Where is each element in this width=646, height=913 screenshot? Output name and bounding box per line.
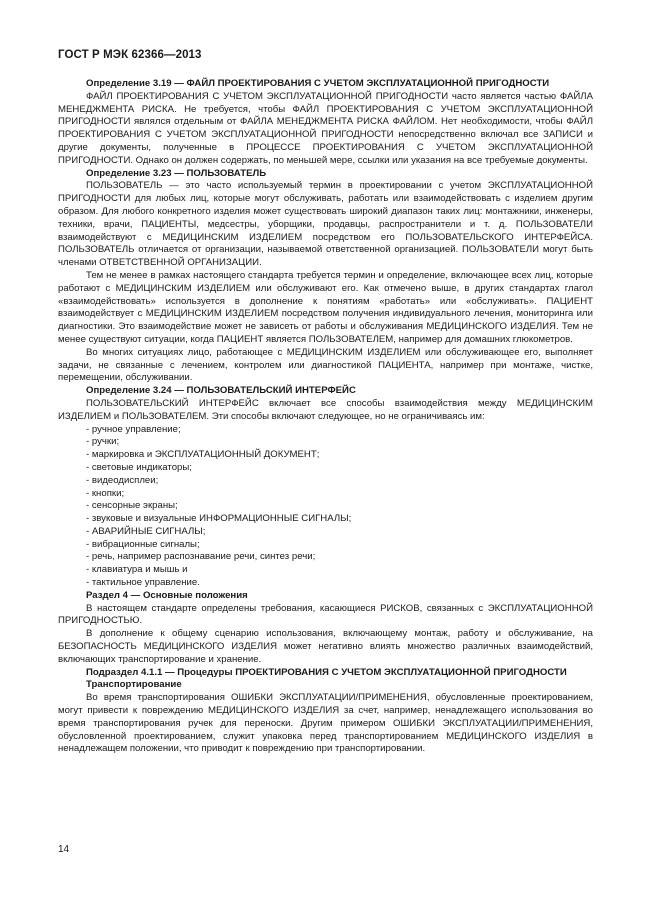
list-item: - речь, например распознавание речи, синтез речи;: [86, 551, 316, 563]
page-number: 14: [58, 844, 70, 855]
section-heading: Определение 3.24 — ПОЛЬЗОВАТЕЛЬСКИЙ ИНТЕРФЕЙС: [86, 385, 356, 397]
bullet-list: [58, 424, 593, 590]
list-item: - клавиатура и мышь и: [86, 564, 188, 576]
paragraph: ФАЙЛ ПРОЕКТИРОВАНИЯ С УЧЕТОМ ЭКСПЛУАТАЦИОННОЙ ПРИГОДНОСТИ часто является частью ФАЙЛА МЕНЕДЖМЕНТА РИСКА. Не требуется, чтобы ФАЙЛ ПРОЕКТИРОВАНИЯ С УЧЕТОМ ЭКСПЛУАТАЦИОННОЙ ПРИГОДНОСТИ являлся отдельным от ФАЙЛА МЕНЕДЖМЕНТА РИСКА ФАЙЛОМ. Нет необходимости, чтобы ФАЙЛ ПРОЕКТИРОВАНИЯ С УЧЕТОМ ЭКСПЛУАТАЦИОННОЙ ПРИГОДНОСТИ непосредственно включал все ЗАПИСИ и другие документы, полученные в ПРОЦЕССЕ ПРОЕКТИРОВАНИЯ С УЧЕТОМ ЭКСПЛУАТАЦИОННОЙ ПРИГОДНОСТИ. Однако он должен содержать, по меньшей мере, ссылки или указания на все требуемые документы.: [58, 90, 593, 166]
paragraph: В настоящем стандарте определены требования, касающиеся РИСКОВ, связанных с ЭКСПЛУАТАЦИОННОЙ ПРИГОДНОСТЬЮ.: [58, 602, 593, 627]
paragraph: Во многих ситуациях лицо, работающее с МЕДИЦИНСКИМ ИЗДЕЛИЕМ или обслуживающее его, выполняет задачи, не связанные с лечением, контролем или диагностикой ПАЦИЕНТА, например при монтаже, чистке, перемещении, обслуживании.: [58, 346, 593, 384]
list-item: - маркировка и ЭКСПЛУАТАЦИОННЫЙ ДОКУМЕНТ;: [86, 449, 320, 461]
list-item: - АВАРИЙНЫЕ СИГНАЛЫ;: [86, 525, 206, 537]
section-heading: Раздел 4 — Основные положения: [86, 589, 248, 601]
section-heading: Определение 3.19 — ФАЙЛ ПРОЕКТИРОВАНИЯ С УЧЕТОМ ЭКСПЛУАТАЦИОННОЙ ПРИГОДНОСТИ: [86, 78, 550, 89]
list-item: - вибрационные сигналы;: [86, 538, 200, 550]
list-item: - ручки;: [86, 436, 120, 448]
list-item: - световые индикаторы;: [86, 461, 192, 473]
list-item: - звуковые и визуальные ИНФОРМАЦИОННЫЕ СИГНАЛЫ;: [86, 513, 352, 525]
paragraph: В дополнение к общему сценарию использования, включающему монтаж, работу и обслуживание, на БЕЗОПАСНОСТЬ МЕДИЦИНСКОГО ИЗДЕЛИЯ может негативно влиять множество различных взаимодействий, включающих транспортирование и хранение.: [58, 628, 593, 665]
list-item: - тактильное управление.: [86, 577, 200, 589]
list-item: - ручное управление;: [86, 423, 181, 435]
section-heading: Транспортирование: [86, 679, 182, 691]
section-heading: Определение 3.23 — ПОЛЬЗОВАТЕЛЬ: [86, 167, 267, 179]
list-item: - кнопки;: [86, 487, 125, 499]
list-item: - видеодисплеи;: [86, 474, 159, 486]
list-item: - сенсорные экраны;: [86, 500, 178, 512]
document-header: ГОСТ Р МЭК 62366—2013: [58, 49, 202, 61]
section-heading: Подраздел 4.1.1 — Процедуры ПРОЕКТИРОВАНИЯ С УЧЕТОМ ЭКСПЛУАТАЦИОННОЙ ПРИГОДНОСТИ: [86, 666, 567, 678]
paragraph: Тем не менее в рамках настоящего стандарта требуется термин и определение, включающее всех лиц, которые работают с МЕДИЦИНСКИМ ИЗДЕЛИЕМ или обслуживают его. Как отмечено выше, в других стандартах глагол «взаимодействовать» используется в дополнение к понятиям «работать» или «обслуживать». ПАЦИЕНТ взаимодействует с МЕДИЦИНСКИМ ИЗДЕЛИЕМ посредством получения индивидуального лечения, мониторинга или диагностики. Это взаимодействие может не зависеть от работы и обслуживания МЕДИЦИНСКОГО ИЗДЕЛИЯ. Тем не менее существуют ситуации, когда ПАЦИЕНТ является ПОЛЬЗОВАТЕЛЕМ, например для домашних глюкометров.: [58, 269, 593, 345]
paragraph: ПОЛЬЗОВАТЕЛЬ — это часто используемый термин в проектировании с учетом ЭКСПЛУАТАЦИОННОЙ ПРИГОДНОСТИ для любых лиц, которые могут обслуживать, работать или взаимодействовать с изделием другим образом. Для любого конкретного изделия может существовать широкий диапазон таких лиц: монтажники, инженеры, техники, врачи, ПАЦИЕНТЫ, медсестры, уборщики, продавцы, распространители и т. д. ПОЛЬЗОВАТЕЛИ взаимодействуют с МЕДИЦИНСКИМ ИЗДЕЛИЕМ посредством его ПОЛЬЗОВАТЕЛЬСКОГО ИНТЕРФЕЙСА. ПОЛЬЗОВАТЕЛЬ отличается от организации, называемой ответственной организацией. ПОЛЬЗОВАТЕЛИ могут быть членами ОТВЕТСТВЕННОЙ ОРГАНИЗАЦИИ.: [58, 180, 593, 269]
paragraph: Во время транспортирования ОШИБКИ ЭКСПЛУАТАЦИИ/ПРИМЕНЕНИЯ, обусловленные проектированием, могут привести к повреждению МЕДИЦИНСКОГО ИЗДЕЛИЯ за счет, например, ненадлежащего использования во время транспортирования ручек для переноски. Другим примером ОШИБКИ ЭКСПЛУАТАЦИИ/ПРИМЕНЕНИЯ, обусловленной проектированием, служит упаковка перед транспортированием МЕДИЦИНСКОГО ИЗДЕЛИЯ в ненадлежащем положении, что приводит к повреждению при транспортировании.: [58, 692, 593, 755]
document-body: [58, 78, 593, 756]
paragraph: ПОЛЬЗОВАТЕЛЬСКИЙ ИНТЕРФЕЙС включает все способы взаимодействия между МЕДИЦИНСКИМ ИЗДЕЛИЕМ и ПОЛЬЗОВАТЕЛЕМ. Эти способы включают следующее, но не ограничиваясь им:: [58, 397, 593, 422]
